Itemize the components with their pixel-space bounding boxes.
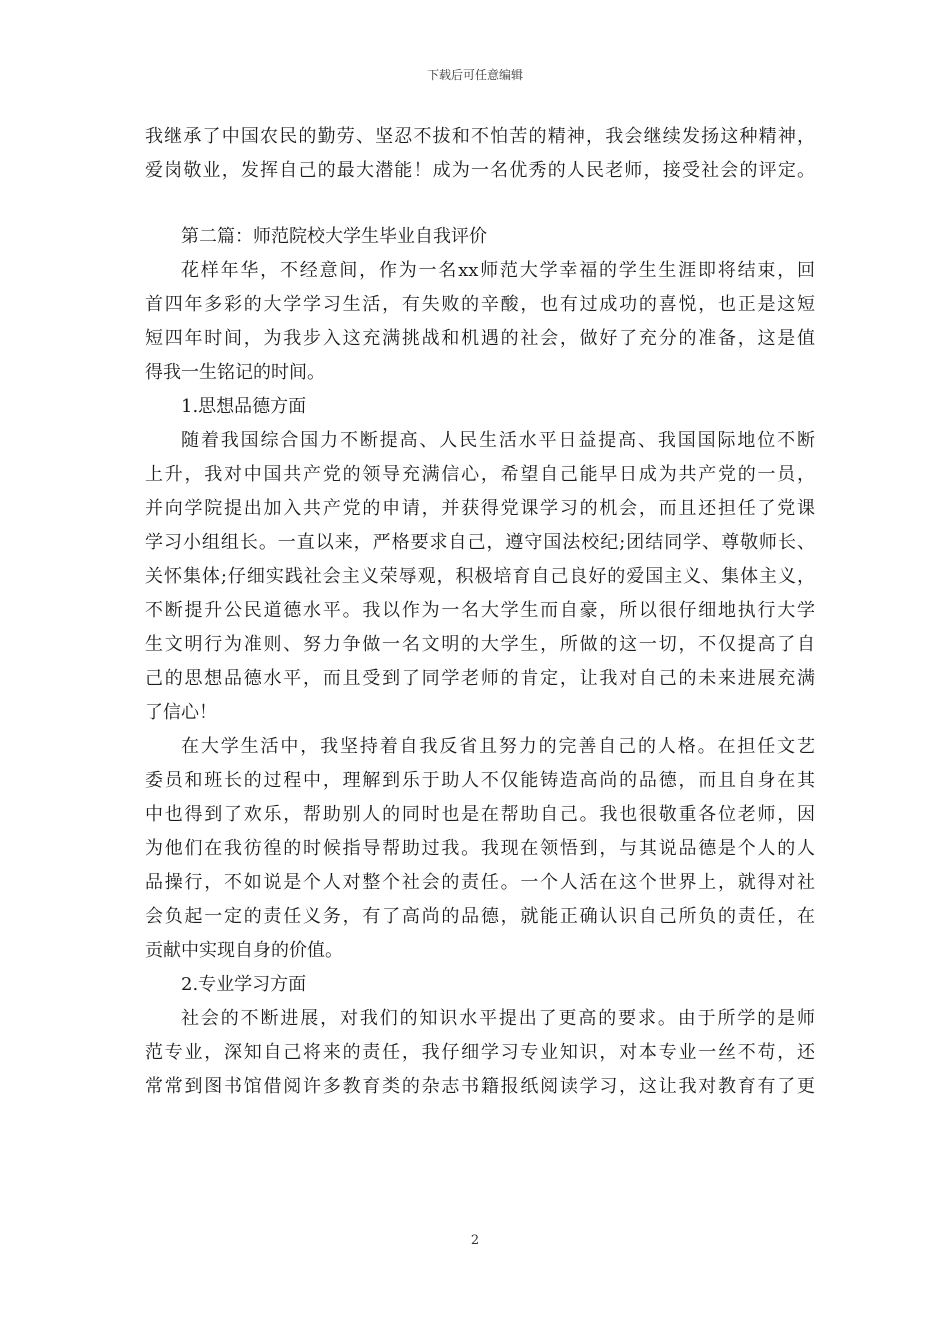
text-line: 范专业，深知自己将来的责任，我仔细学习专业知识，对本专业一丝不苟，还 — [145, 1042, 815, 1063]
text-line: 中也得到了欢乐，帮助别人的同时也是在帮助自己。我也很敬重各位老师，因 — [145, 804, 815, 825]
paragraph-gap — [145, 188, 815, 220]
text-line: 己的思想品德水平，而且受到了同学老师的肯定，让我对自己的未来进展充满 — [145, 668, 815, 689]
document-body — [145, 120, 815, 1104]
text-line: 在大学生活中，我坚持着自我反省且努力的完善自己的人格。在担任文艺 — [181, 736, 815, 757]
text-line: 学习小组组长。一直以来，严格要求自己，遵守国法校纪;团结同学、尊敬师长、 — [145, 532, 815, 553]
text-line: 生文明行为准则、努力争做一名文明的大学生，所做的这一切，不仅提高了自 — [145, 634, 815, 655]
text-line: 常常到图书馆借阅许多教育类的杂志书籍报纸阅读学习，这让我对教育有了更 — [145, 1076, 815, 1097]
text-line: 花样年华，不经意间，作为一名xx师范大学幸福的学生生涯即将结束，回 — [181, 260, 815, 281]
text-line: 贡献中实现自身的价值。 — [145, 940, 343, 961]
text-line: 并向学院提出加入共产党的申请，并获得党课学习的机会，而且还担任了党课 — [145, 498, 815, 519]
text-line: 我继承了中国农民的勤劳、坚忍不拔和不怕苦的精神，我会继续发扬这种精神， — [145, 126, 815, 147]
text-line: 关怀集体;仔细实践社会主义荣辱观，积极培育自己良好的爱国主义、集体主义， — [145, 566, 815, 587]
text-line: 得我一生铭记的时间。 — [145, 362, 325, 383]
page-number: 2 — [470, 1233, 480, 1248]
section-title: 第二篇：师范院校大学生毕业自我评价 — [181, 226, 487, 247]
text-line: 首四年多彩的大学学习生活，有失败的辛酸，也有过成功的喜悦，也正是这短 — [145, 294, 815, 315]
text-line: 社会的不断进展，对我们的知识水平提出了更高的要求。由于所学的是师 — [181, 1008, 815, 1029]
subsection-heading: 1.思想品德方面 — [181, 396, 307, 417]
text-line: 短四年时间，为我步入这充满挑战和机遇的社会，做好了充分的准备，这是值 — [145, 328, 815, 349]
text-line: 爱岗敬业，发挥自己的最大潜能！成为一名优秀的人民老师，接受社会的评定。 — [145, 160, 815, 181]
page-header: 下载后可任意编辑 — [426, 68, 523, 82]
text-line: 委员和班长的过程中，理解到乐于助人不仅能铸造高尚的品德，而且自身在其 — [145, 770, 815, 791]
text-line: 不断提升公民道德水平。我以作为一名大学生而自豪，所以很仔细地执行大学 — [145, 600, 815, 621]
text-line: 为他们在我彷徨的时候指导帮助过我。我现在领悟到，与其说品德是个人的人 — [145, 838, 815, 859]
text-line: 上升，我对中国共产党的领导充满信心，希望自己能早日成为共产党的一员， — [145, 464, 815, 485]
text-line: 了信心！ — [145, 702, 217, 723]
text-line: 品操行，不如说是个人对整个社会的责任。一个人活在这个世界上，就得对社 — [145, 872, 815, 893]
subsection-heading: 2.专业学习方面 — [181, 974, 307, 995]
text-line: 会负起一定的责任义务，有了高尚的品德，就能正确认识自己所负的责任，在 — [145, 906, 815, 927]
text-line: 随着我国综合国力不断提高、人民生活水平日益提高、我国国际地位不断 — [181, 430, 815, 451]
